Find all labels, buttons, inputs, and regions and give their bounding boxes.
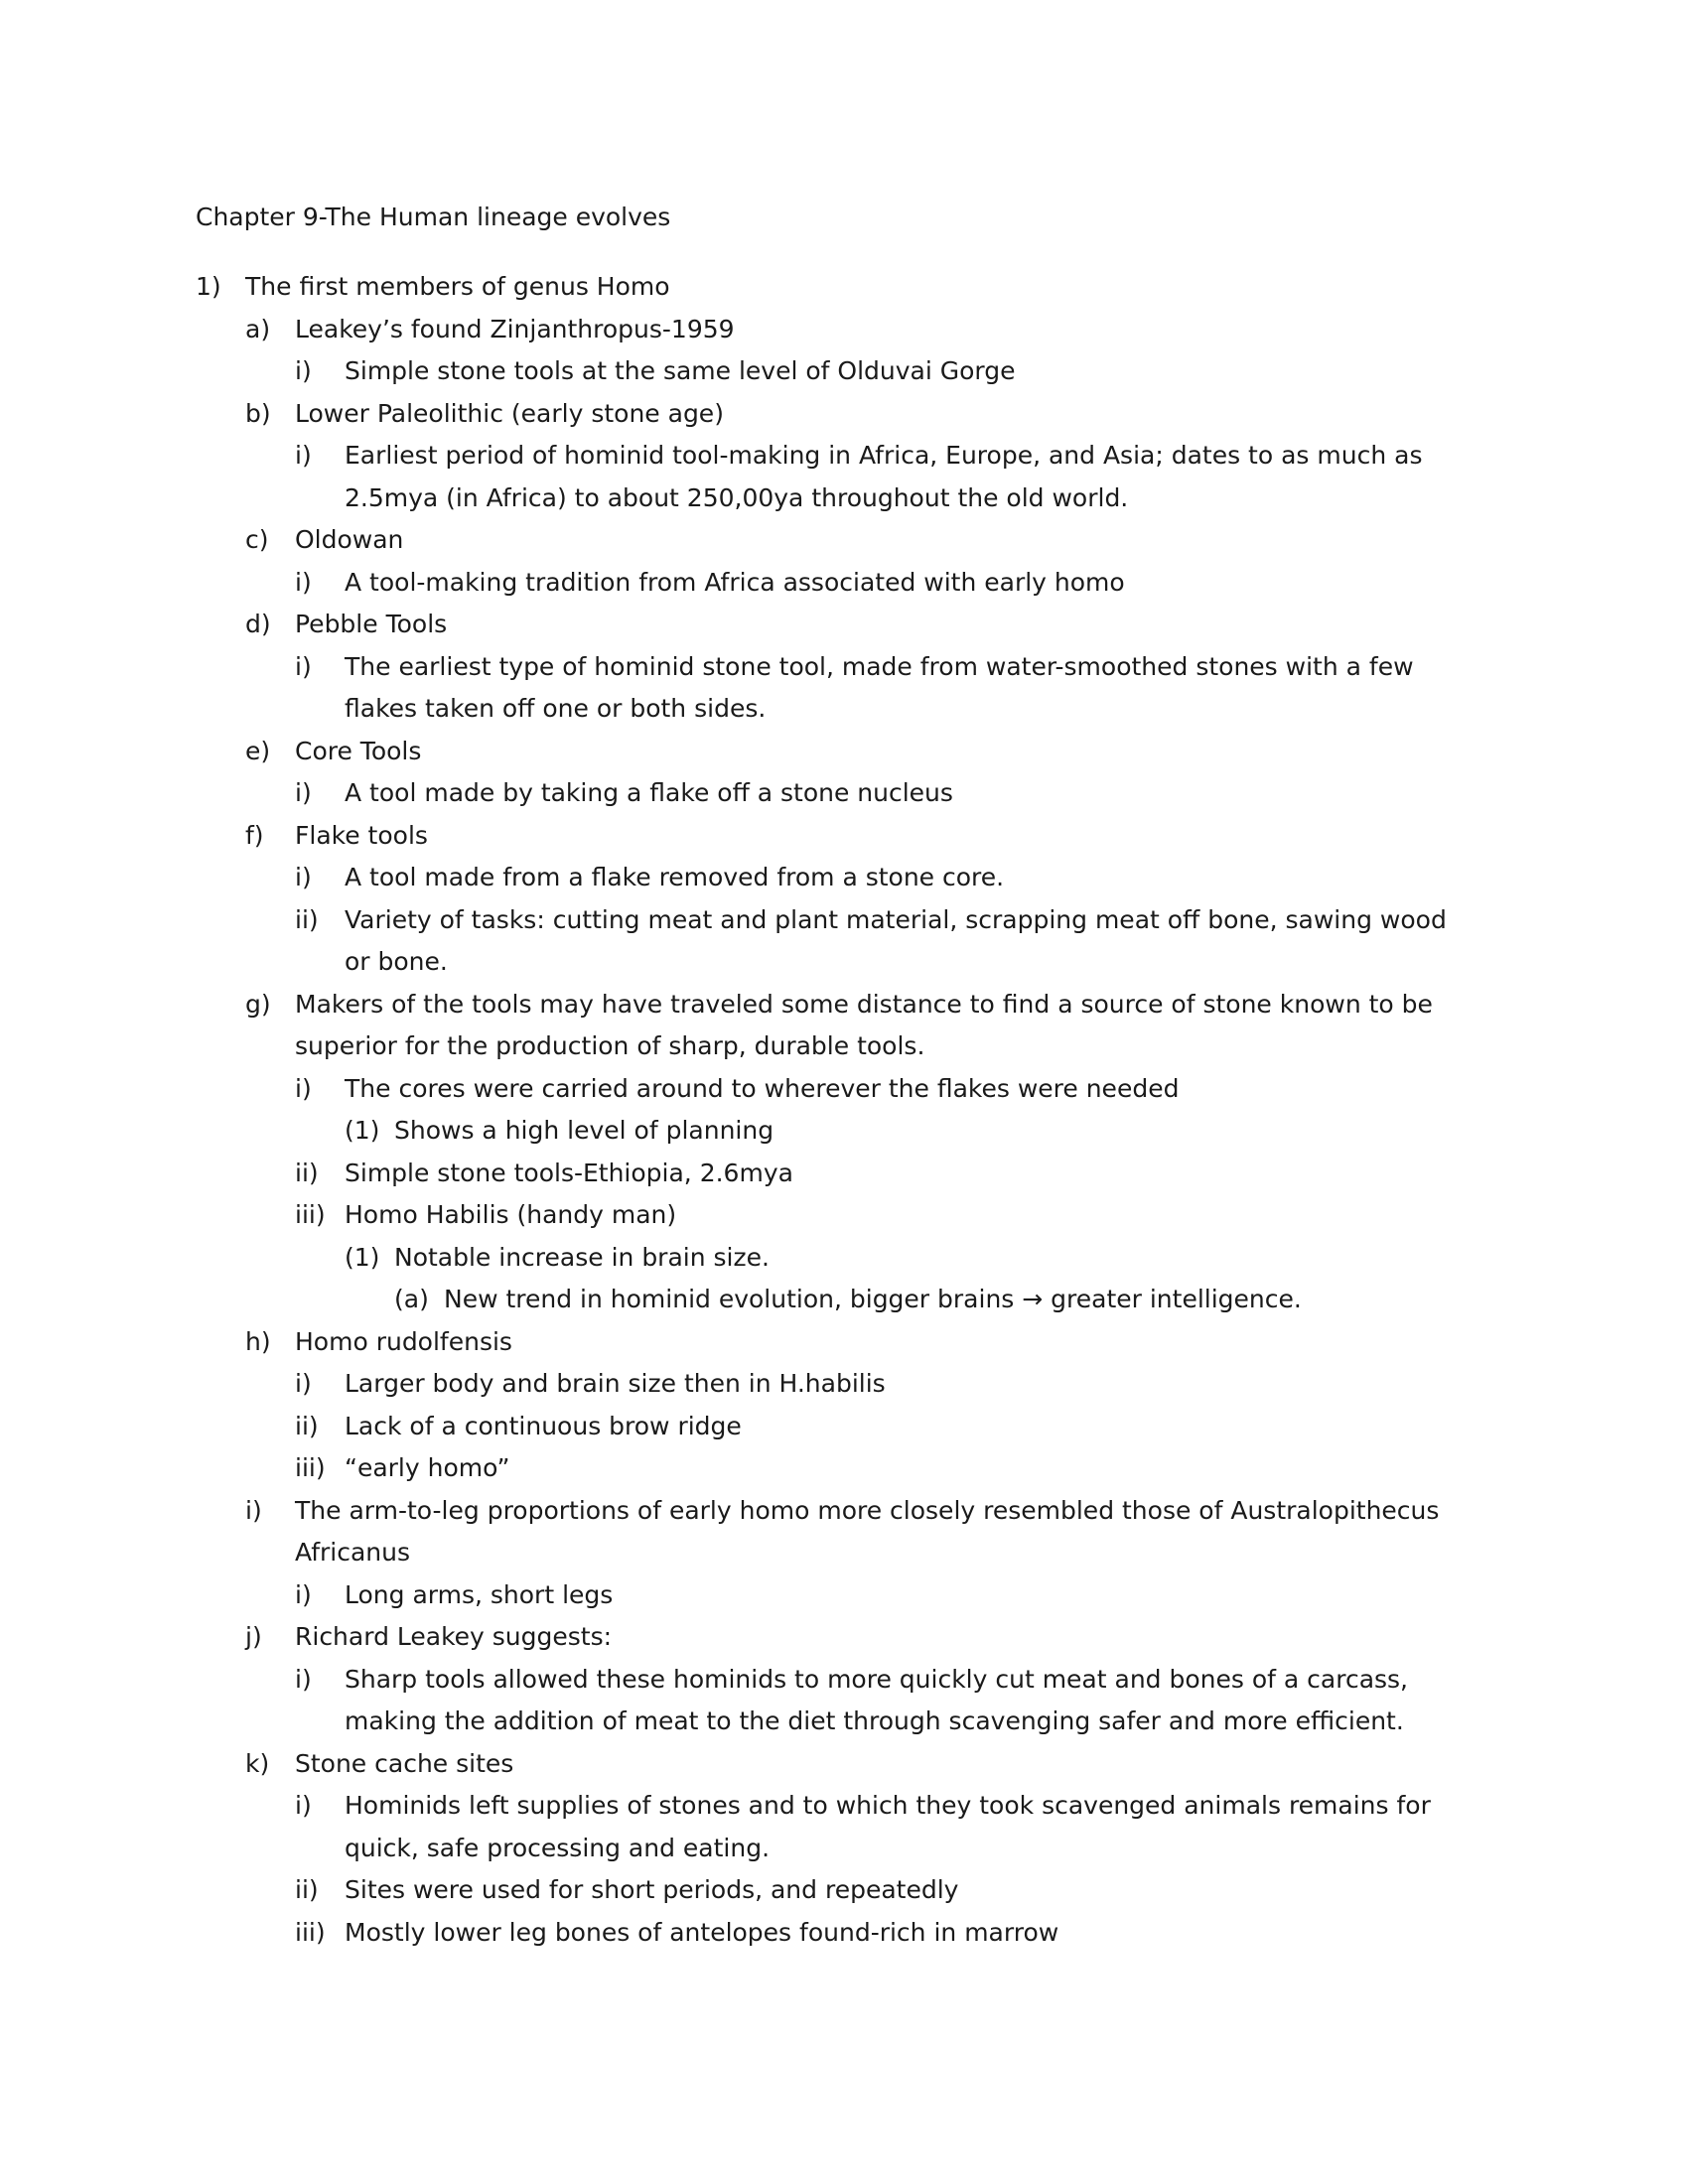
outline-text: A tool made from a flake removed from a stone core.: [345, 863, 1005, 891]
outline-text: The cores were carried around to wherever the flakes were needed: [345, 1073, 1180, 1103]
outline-marker: i): [295, 441, 312, 470]
outline-text: Oldowan: [295, 525, 404, 554]
outline-marker: b): [245, 398, 271, 428]
outline-text: Notable increase in brain size.: [394, 1242, 770, 1272]
outline-item: [0, 1068, 1688, 1111]
outline-text: Shows a high level of planning: [394, 1116, 774, 1145]
outline-item: [0, 604, 1688, 646]
outline-text: Hominids left supplies of stones and to which they took scavenged animals remains for quick, safe processing and eating.: [345, 1791, 1431, 1862]
outline-marker: c): [245, 525, 269, 554]
outline-item: [0, 1912, 1688, 1955]
outline-marker: i): [295, 1073, 312, 1103]
outline-text: The arm-to-leg proportions of early homo more closely resembled those of Australopithecus Africanus: [295, 1495, 1440, 1567]
outline-text: Homo rudolfensis: [295, 1326, 512, 1356]
outline-marker: i): [295, 1791, 312, 1820]
outline-marker: i): [295, 1579, 312, 1609]
outline-marker: ii): [295, 1158, 319, 1187]
outline-text: Leakey’s found Zinjanthropus-1959: [295, 314, 735, 343]
outline-text: Long arms, short legs: [345, 1579, 614, 1609]
outline-text: Lower Paleolithic (early stone age): [295, 398, 724, 428]
outline-text: A tool made by taking a flake off a stone nucleus: [345, 778, 953, 807]
outline-marker: j): [245, 1622, 262, 1651]
outline-item: [0, 1743, 1688, 1786]
page-title: Chapter 9-The Human lineage evolves: [196, 203, 671, 231]
outline-marker: ii): [295, 1411, 319, 1440]
outline-item: [0, 1406, 1688, 1448]
outline-marker: (a): [394, 1285, 429, 1313]
outline-marker: g): [245, 989, 271, 1019]
outline-marker: i): [295, 778, 312, 807]
outline-text: Variety of tasks: cutting meat and plant material, scrapping meat off bone, sawing wood or bone.: [345, 904, 1447, 976]
outline-marker: d): [245, 610, 271, 638]
outline-marker: i): [295, 356, 312, 385]
outline-text: Sharp tools allowed these hominids to more quickly cut meat and bones of a carcass, making the addition of meat to the diet through scavenging safer and more efficient.: [345, 1664, 1409, 1735]
outline-marker: iii): [295, 1917, 326, 1947]
outline-item: [0, 1785, 1688, 1869]
outline-text: Stone cache sites: [295, 1748, 514, 1778]
outline-marker: h): [245, 1326, 271, 1356]
outline-item: [0, 1153, 1688, 1195]
outline-item: [0, 1490, 1688, 1574]
outline-marker: i): [295, 863, 312, 891]
outline-text: Simple stone tools at the same level of Olduvai Gorge: [345, 356, 1016, 385]
outline-marker: (1): [345, 1242, 380, 1272]
outline-text: Core Tools: [295, 736, 422, 765]
outline-text: Homo Habilis (handy man): [345, 1200, 677, 1229]
outline-item: [0, 562, 1688, 605]
outline-marker: iii): [295, 1200, 326, 1229]
outline-marker: i): [295, 651, 312, 681]
outline-marker: i): [295, 1664, 312, 1694]
outline-text: Sites were used for short periods, and repeatedly: [345, 1875, 959, 1904]
outline-item: [0, 646, 1688, 731]
outline-item: [0, 984, 1688, 1068]
outline-text: “early homo”: [345, 1453, 510, 1482]
outline-text: Richard Leakey suggests:: [295, 1622, 613, 1651]
outline-item: [0, 1194, 1688, 1237]
outline-item: [0, 1659, 1688, 1743]
outline-marker: i): [295, 567, 312, 597]
outline-item: [0, 731, 1688, 773]
outline-marker: i): [245, 1495, 262, 1525]
outline-text: Makers of the tools may have traveled some distance to find a source of stone known to be superior for the production of sharp, durable tools.: [295, 989, 1433, 1060]
outline-item: [0, 266, 1688, 309]
outline-marker: e): [245, 736, 271, 765]
outline-list: [0, 266, 1688, 1954]
outline-item: [0, 1869, 1688, 1912]
outline-item: [0, 772, 1688, 815]
outline-marker: i): [295, 1369, 312, 1398]
outline-text: New trend in hominid evolution, bigger brains → greater intelligence.: [444, 1285, 1302, 1313]
outline-text: Pebble Tools: [295, 610, 448, 638]
outline-text: Lack of a continuous brow ridge: [345, 1411, 742, 1440]
outline-marker: f): [245, 820, 264, 850]
outline-item: [0, 1237, 1688, 1280]
outline-item: [0, 1279, 1688, 1321]
outline-item: [0, 519, 1688, 562]
outline-item: [0, 1447, 1688, 1490]
outline-item: [0, 435, 1688, 519]
outline-text: Earliest period of hominid tool-making in Africa, Europe, and Asia; dates to as much as 2.5mya (in Africa) to about 250,00ya throughout the old world.: [345, 441, 1423, 512]
outline-marker: k): [245, 1748, 270, 1778]
outline-marker: iii): [295, 1453, 326, 1482]
outline-text: The earliest type of hominid stone tool, made from water-smoothed stones with a few flakes taken off one or both sides.: [345, 651, 1414, 723]
outline-item: [0, 1363, 1688, 1406]
outline-text: Flake tools: [295, 820, 428, 850]
outline-text: Larger body and brain size then in H.habilis: [345, 1369, 886, 1398]
outline-text: The first members of genus Homo: [245, 272, 670, 301]
outline-item: [0, 815, 1688, 858]
outline-item: [0, 1321, 1688, 1364]
outline-text: Mostly lower leg bones of antelopes found-rich in marrow: [345, 1917, 1059, 1947]
outline-item: [0, 857, 1688, 899]
outline-text: Simple stone tools-Ethiopia, 2.6mya: [345, 1158, 793, 1187]
outline-marker: ii): [295, 1875, 319, 1904]
outline-item: [0, 393, 1688, 436]
outline-item: [0, 350, 1688, 393]
outline-item: [0, 899, 1688, 984]
outline-item: [0, 309, 1688, 351]
outline-marker: (1): [345, 1116, 380, 1145]
outline-item: [0, 1616, 1688, 1659]
outline-marker: ii): [295, 904, 319, 934]
outline-text: A tool-making tradition from Africa associated with early homo: [345, 567, 1125, 597]
outline-marker: 1): [196, 272, 221, 301]
outline-item: [0, 1110, 1688, 1153]
outline-item: [0, 1574, 1688, 1617]
outline-marker: a): [245, 314, 271, 343]
